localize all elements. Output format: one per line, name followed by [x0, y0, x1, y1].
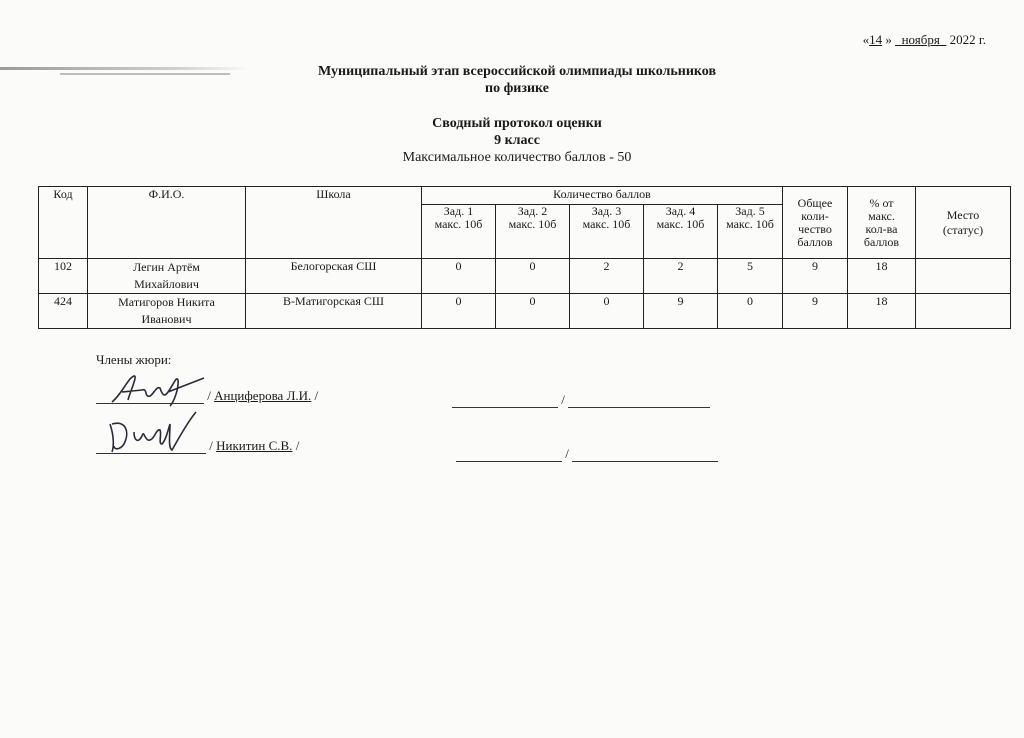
header-percent: % от макс. кол-ва баллов — [848, 187, 916, 259]
header-task-4: Зад. 4 макс. 10б — [644, 205, 718, 259]
row-code: 424 — [39, 294, 88, 329]
row-name: Легин Артём Михайлович — [88, 259, 246, 294]
row-place — [916, 259, 1011, 294]
jury-label: Члены жюри: — [96, 352, 172, 367]
jury-member-1: / Анциферова Л.И. / — [96, 388, 318, 404]
title-protocol: Сводный протокол оценки — [432, 116, 602, 131]
row-total: 9 — [783, 294, 848, 329]
header-task-3: Зад. 3 макс. 10б — [570, 205, 644, 259]
row-score-task-4: 9 — [644, 294, 718, 329]
header-code: Код — [39, 187, 88, 259]
signature-line — [96, 439, 206, 454]
row-school: В-Матигорская СШ — [246, 294, 422, 329]
row-score-task-2: 0 — [496, 259, 570, 294]
row-score-task-5: 0 — [718, 294, 783, 329]
header-task-1: Зад. 1 макс. 10б — [422, 205, 496, 259]
table-row — [39, 259, 1011, 294]
row-score-task-5: 5 — [718, 259, 783, 294]
row-place — [916, 294, 1011, 329]
row-percent: 18 — [848, 259, 916, 294]
header-task-2: Зад. 2 макс. 10б — [496, 205, 570, 259]
title-max-score: Максимальное количество баллов - 50 — [402, 150, 632, 165]
date-year: 2022 г. — [949, 32, 986, 47]
header-row — [39, 187, 1011, 205]
date-day: 14 — [869, 32, 883, 47]
title-olympiad: Муниципальный этап всероссийской олимпиады школьников — [317, 64, 717, 79]
header-place: Место (статус) — [916, 187, 1011, 259]
row-score-task-2: 0 — [496, 294, 570, 329]
document-title-block — [0, 63, 1024, 166]
document-date: «14 » ноября 2022 г. — [862, 32, 986, 47]
jury-member-empty-2: / — [456, 446, 718, 462]
date-month: ноября — [901, 32, 940, 47]
row-name: Матигоров Никита Иванович — [88, 294, 246, 329]
title-subject: по физике — [485, 81, 549, 96]
row-score-task-4: 2 — [644, 259, 718, 294]
header-task-5: Зад. 5 макс. 10б — [718, 205, 783, 259]
header-scores: Количество баллов — [422, 187, 783, 205]
header-school: Школа — [246, 187, 422, 259]
jury-member-name: Никитин С.В. — [216, 438, 293, 453]
row-code: 102 — [39, 259, 88, 294]
table-row — [39, 294, 1011, 329]
results-table — [38, 186, 1011, 329]
row-score-task-3: 2 — [570, 259, 644, 294]
row-total: 9 — [783, 259, 848, 294]
title-grade: 9 класс — [494, 133, 540, 148]
row-score-task-1: 0 — [422, 259, 496, 294]
jury-member-2: / Никитин С.В. / — [96, 438, 299, 454]
row-score-task-3: 0 — [570, 294, 644, 329]
jury-member-empty-1: / — [452, 392, 710, 408]
jury-member-name: Анциферова Л.И. — [214, 388, 312, 403]
row-score-task-1: 0 — [422, 294, 496, 329]
signature-line — [96, 389, 204, 404]
header-fio: Ф.И.О. — [88, 187, 246, 259]
header-total: Общее коли- чество баллов — [783, 187, 848, 259]
row-school: Белогорская СШ — [246, 259, 422, 294]
row-percent: 18 — [848, 294, 916, 329]
